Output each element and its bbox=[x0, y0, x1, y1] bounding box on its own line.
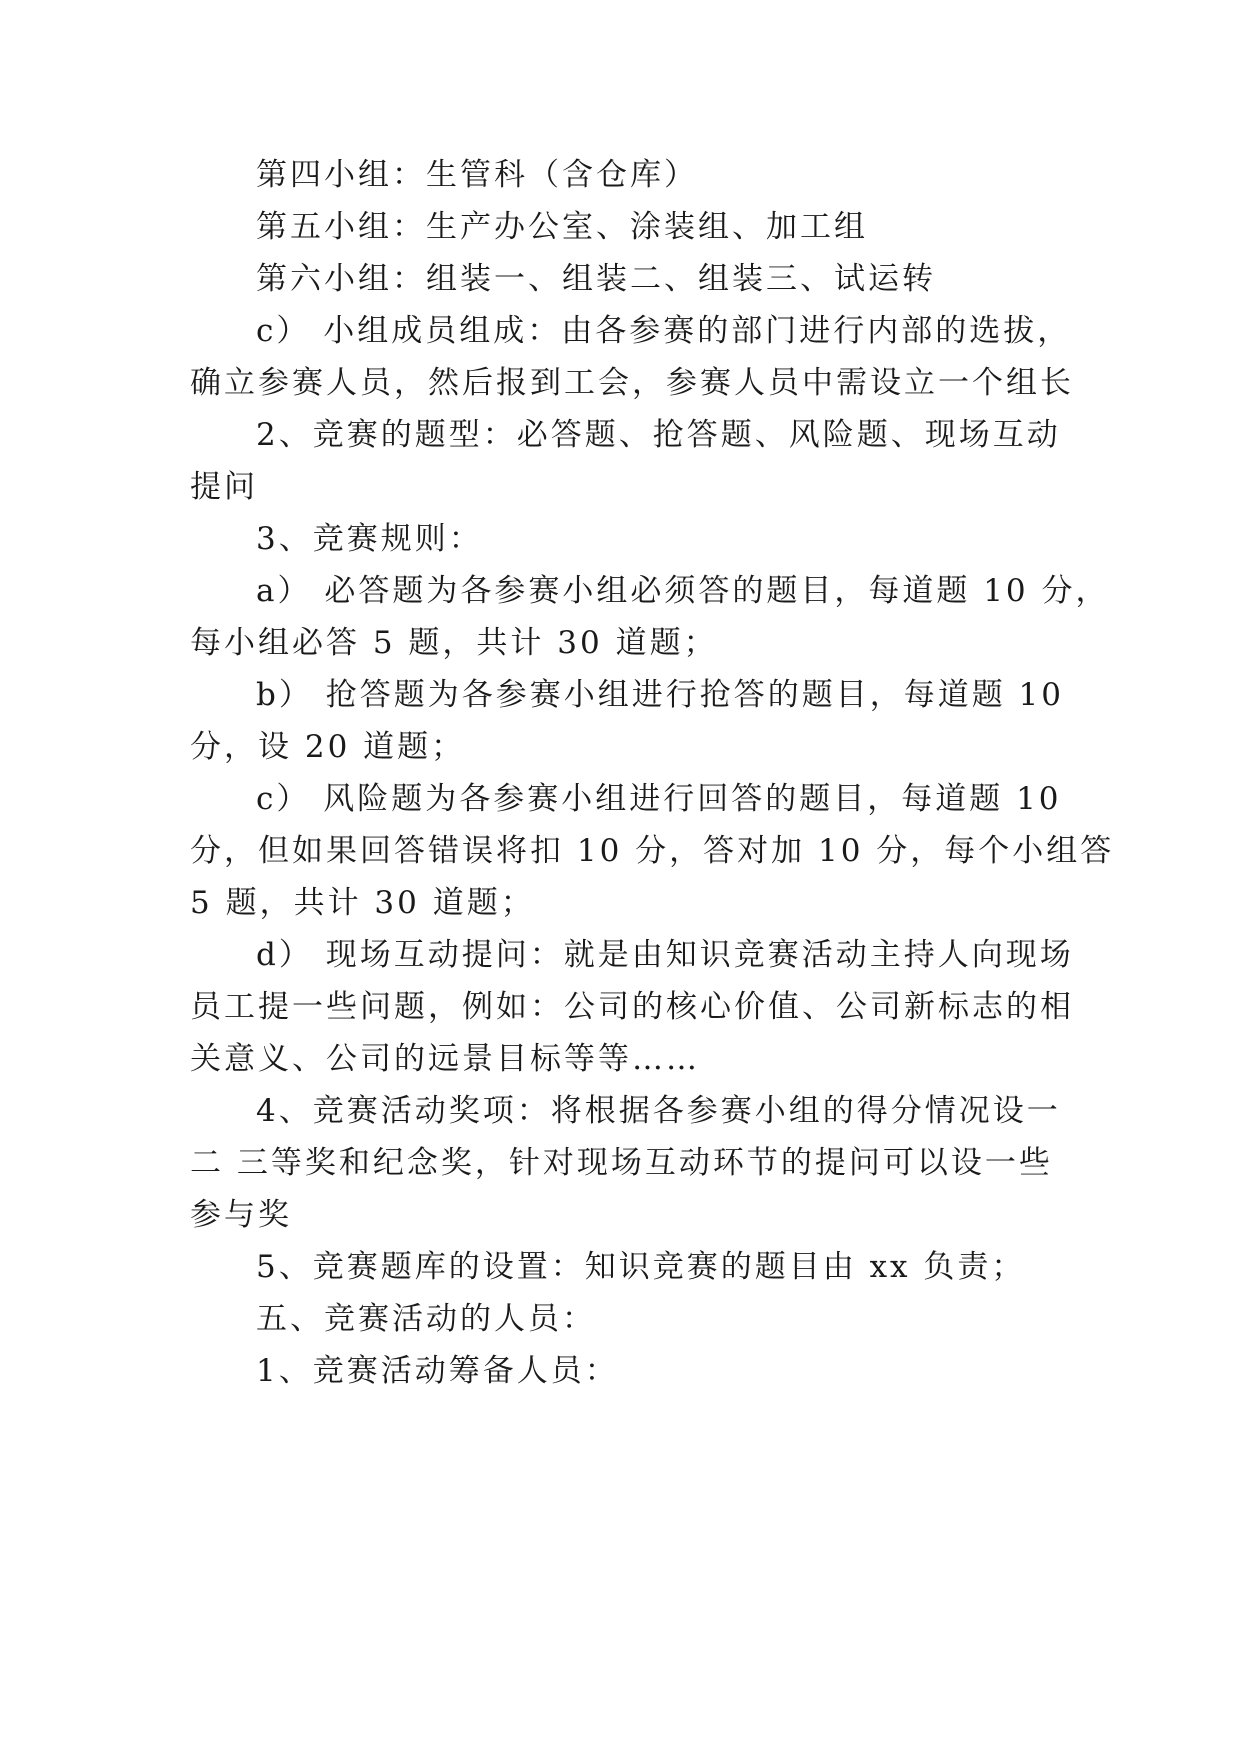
text-line: 分，设 20 道题； bbox=[190, 729, 466, 765]
text-line: 3、竞赛规则： bbox=[256, 521, 483, 557]
text-line: 五、竞赛活动的人员： bbox=[256, 1301, 596, 1337]
text-line: 第五小组：生产办公室、涂装组、加工组 bbox=[256, 209, 868, 245]
text-line: 第四小组：生管科（含仓库） bbox=[256, 157, 698, 193]
text-line: 4、竞赛活动奖项：将根据各参赛小组的得分情况设一 bbox=[256, 1093, 1061, 1129]
text-line: 员工提一些问题，例如：公司的核心价值、公司新标志的相 bbox=[190, 989, 1074, 1025]
text-line: 1、竞赛活动筹备人员： bbox=[256, 1353, 619, 1389]
text-line: 参与奖 bbox=[190, 1197, 292, 1233]
text-line: c） 风险题为各参赛小组进行回答的题目，每道题 10 bbox=[256, 781, 1062, 817]
text-line: d） 现场互动提问：就是由知识竞赛活动主持人向现场 bbox=[256, 937, 1074, 973]
text-line: 每小组必答 5 题，共计 30 道题； bbox=[190, 625, 718, 661]
text-line: a） 必答题为各参赛小组必须答的题目，每道题 10 分， bbox=[256, 573, 1110, 609]
text-line: 分，但如果回答错误将扣 10 分，答对加 10 分，每个小组答 bbox=[190, 833, 1115, 869]
text-line: 二 三等奖和纪念奖，针对现场互动环节的提问可以设一些 bbox=[190, 1145, 1053, 1181]
text-line: 第六小组：组装一、组装二、组装三、试运转 bbox=[256, 261, 936, 297]
text-line: 确立参赛人员，然后报到工会，参赛人员中需设立一个组长 bbox=[190, 365, 1074, 401]
text-line: 5、竞赛题库的设置：知识竞赛的题目由 xx 负责； bbox=[256, 1249, 1026, 1285]
text-line: 2、竞赛的题型：必答题、抢答题、风险题、现场互动 bbox=[256, 417, 1061, 453]
text-line: 关意义、公司的远景目标等等…… bbox=[190, 1041, 700, 1077]
text-line: b） 抢答题为各参赛小组进行抢答的题目，每道题 10 bbox=[256, 677, 1064, 713]
text-line: 提问 bbox=[190, 469, 258, 505]
text-line: 5 题，共计 30 道题； bbox=[190, 885, 535, 921]
text-line: c） 小组成员组成：由各参赛的部门进行内部的选拔， bbox=[256, 313, 1072, 349]
